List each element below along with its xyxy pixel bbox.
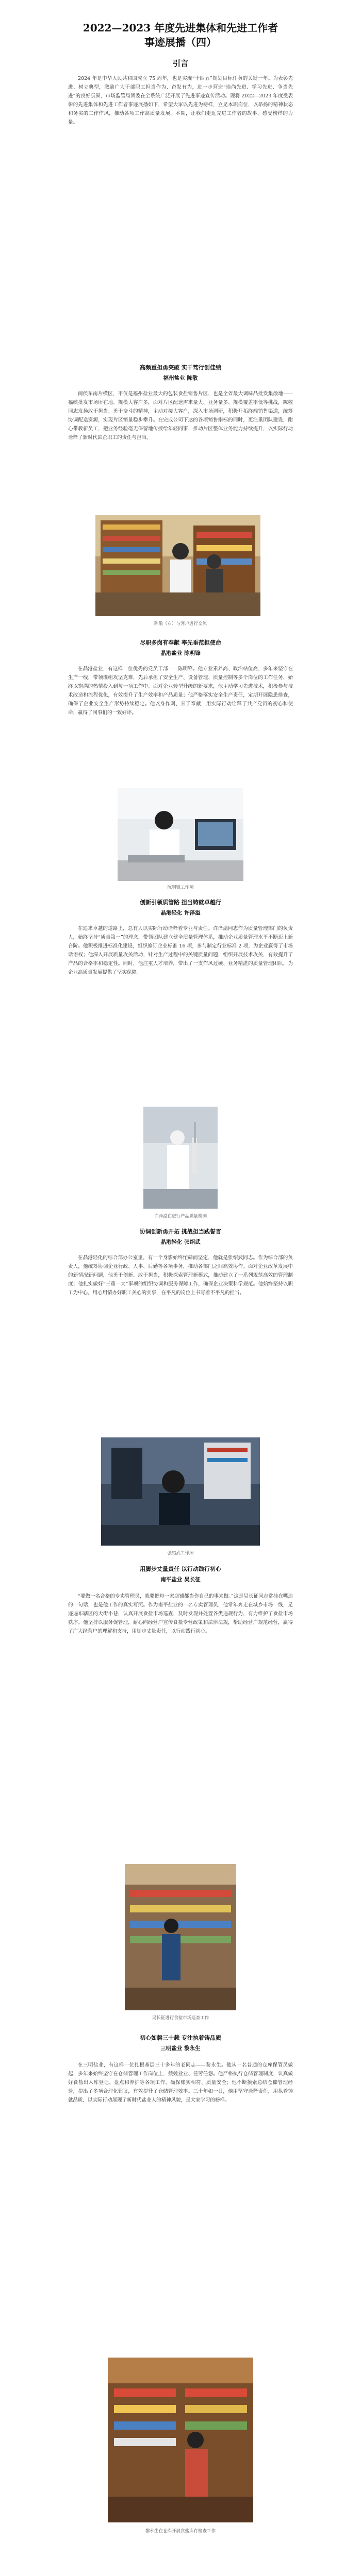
profile-2-caption: 陈明锋工作照 xyxy=(167,885,194,890)
profile-2-photo xyxy=(118,788,243,881)
profile-3-caption: 许泽溢在进行产品质量检测 xyxy=(154,1214,207,1219)
profile-3-paragraph: 在追求卓越的道路上，总有人以实际行动诠释着专业与责任。许泽溢同志作为质量管理部门的负责人，始终坚持“质量第一”的理念，带领团队建立健全质量管理体系，推动企业质量管理水平不断迈上新台阶。他积极推进标准化建设，组织修订企业标准 16 项，参与制定行业标准 2 项，为企业赢得了市场话语权；他深入开展质量攻关活动，针对生产过程中的关键质量问题，组织开展技术攻关，有效提升了产品的合格率和稳定性。同时，他注重人才培养，带出了一支作风过硬、业务精湛的质量管理团队，为企业高质量发展提供了坚实保障。 xyxy=(68,926,293,975)
profile-4-subtitle: 晶港轻化 张绍武 xyxy=(160,1239,201,1245)
profile-5-headline: 用脚步丈量责任 以行动践行初心 xyxy=(140,1566,221,1572)
profile-1-caption: 陈敬（右）与客户进行交流 xyxy=(154,621,207,626)
profile-4-caption: 张绍武工作照 xyxy=(167,1551,194,1556)
profile-1-subtitle: 福州盐业 陈敬 xyxy=(163,375,198,381)
profile-4-paragraph: 在晶港轻化的综合部办公室里，有一个身影始终忙碌而坚定，他就是张绍武同志。作为综合部的负责人，他统筹协调企业行政、人事、后勤等各项事务，推动各部门之间高效协作。面对企业改革发展中的新情况新问题，他勇于创新、敢于担当，积极探索管理新模式，推动建立了一系列规范高效的管理制度；他扎实做好“三重一大”事项的组织协调和服务保障工作，确保企业决策科学规范。他始终坚持以职工为中心，用心用情办好职工关心的实事，在平凡的岗位上书写着不平凡的担当。 xyxy=(68,1255,293,1296)
article-title-line1: 2022—2023 年度先进集体和先进工作者 xyxy=(83,22,278,34)
intro-heading: 引言 xyxy=(172,59,188,68)
profile-5-caption: 吴长征进行食盐市场巡查工作 xyxy=(152,2015,209,2021)
profile-5-subtitle: 南平盐业 吴长征 xyxy=(160,1577,201,1583)
article-title-line2: 事迹展播（四） xyxy=(144,36,217,48)
profile-2-subtitle: 晶港盐业 陈明锋 xyxy=(160,650,201,656)
profile-2-paragraph: 在晶港盐业，有这样一位优秀的党员干部——陈明锋。他专业素养高、政治站位高，多年来坚守在生产一线，带领班组攻坚克难，先后承担了安全生产、设备管理、质量控制等多个岗位的工作任务，始终以饱满的热情投入到每一项工作中。面对企业转型升级的新要求，他主动学习先进技术，积极参与技术改造和流程优化，有效提升了生产效率和产品质量；他严格落实安全生产责任，定期开展隐患排查，确保了企业安全生产形势持续稳定。他以身作则、甘于奉献，用实际行动诠释了共产党员的初心和使命，赢得了同事们的一致好评。 xyxy=(68,666,293,716)
profile-6-paragraph: 在三明盐业，有这样一位扎根基层三十多年的老同志——黎永生。他从一名普通的仓库保管员做起，多年来始终坚守在仓储管理工作岗位上，兢兢业业、任劳任怨。他严格执行仓储管理制度，认真做好食盐出入库登记、盘点和养护等各项工作，确保账实相符、质量安全；他不断摸索总结仓储管理经验，提出了多项合理化建议，有效提升了仓储管理效率。三十年如一日，他用坚守诠释责任，用执着铸就品质，以实际行动展现了新时代盐业人的精神风貌，是大家学习的榜样。 xyxy=(68,2062,293,2103)
profile-6-subtitle: 三明盐业 黎永生 xyxy=(160,2045,201,2052)
profile-1-photo xyxy=(95,515,260,616)
profile-5-photo xyxy=(125,1864,236,2010)
profile-3-subtitle: 晶港轻化 许泽溢 xyxy=(160,910,201,916)
intro-paragraph: 2024 年是中华人民共和国成立 75 周年，也是实现“十四五”规划目标任务的关键一年。为表彰先进、树立典型，激励广大干部职工担当作为、奋发有为，进一步营造“崇尚先进、学习先进、争当先进”的良好氛围，市场监管局团委在全系统广泛开展了先进事迹宣传活动。现将 2022—2023 年度受表彰的先进集体和先进工作者事迹展播如下，希望大家以先进为榜样，立足本职岗位，以昂扬的精神状态和务实的工作作风，推动各项工作高质量发展。本期，让我们走近先进工作者的故事，感受榜样的力量。 xyxy=(68,76,293,125)
profile-5-paragraph: “要做一名合格的专卖管理员，就要把每一家店铺都当作自己的事来做。”这是吴长征同志常挂在嘴边的一句话，也是他工作的真实写照。作为南平盐业的一名专卖管理员，他常年奔走在城乡市场一线，足迹遍布辖区的大街小巷，认真开展食盐市场巡查，及时发现并处置各类违规行为，有力维护了食盐市场秩序。他坚持以服务促管理，耐心向经营户宣传食盐专营政策和法律法规，帮助经营户规范经营，赢得了广大经营户的理解和支持，用脚步丈量责任，以行动践行初心。 xyxy=(68,1594,293,1634)
profile-1-headline: 高频重担勇突破 实干笃行创佳绩 xyxy=(140,364,221,371)
profile-3-headline: 创新引领质管路 担当铸就卓越行 xyxy=(140,899,221,906)
profile-6-headline: 初心如磐三十载 专注执着铸品质 xyxy=(140,2035,221,2041)
profile-2-headline: 尽职多岗有奉献 率先垂范担使命 xyxy=(140,639,221,646)
profile-4-photo xyxy=(101,1437,260,1546)
profile-1-paragraph: 闽侯东南片横区，不仅是福州盐业最大的包装食盐销售片区，也是全省最大调味品批发集散地——福峡批发市场所在地。规模大客户多，面对片区配送需求量大、业务量多、规模覆盖率低等挑战，陈敬同志发扬敢于担当、勇于奋斗的精神，主动对接大客户，深入市场调研，积极开拓终端销售渠道，统筹协调配送资源，实现片区销量稳步攀升。在完成公司下达的各项销售指标的同时，更注重团队建设，耐心带教新员工，把业务经验毫无保留地传授给年轻同事，推动片区整体业务能力持续提升，以实际行动诠释了新时代国企职工的责任与担当。 xyxy=(68,391,293,440)
profile-6-caption: 黎永生在仓库开展食盐库存检查工作 xyxy=(145,2529,216,2534)
profile-4-headline: 协调创新勇开拓 挑战担当践誓言 xyxy=(140,1228,221,1235)
profile-6-photo xyxy=(108,2358,253,2522)
profile-3-photo xyxy=(143,1107,218,1209)
